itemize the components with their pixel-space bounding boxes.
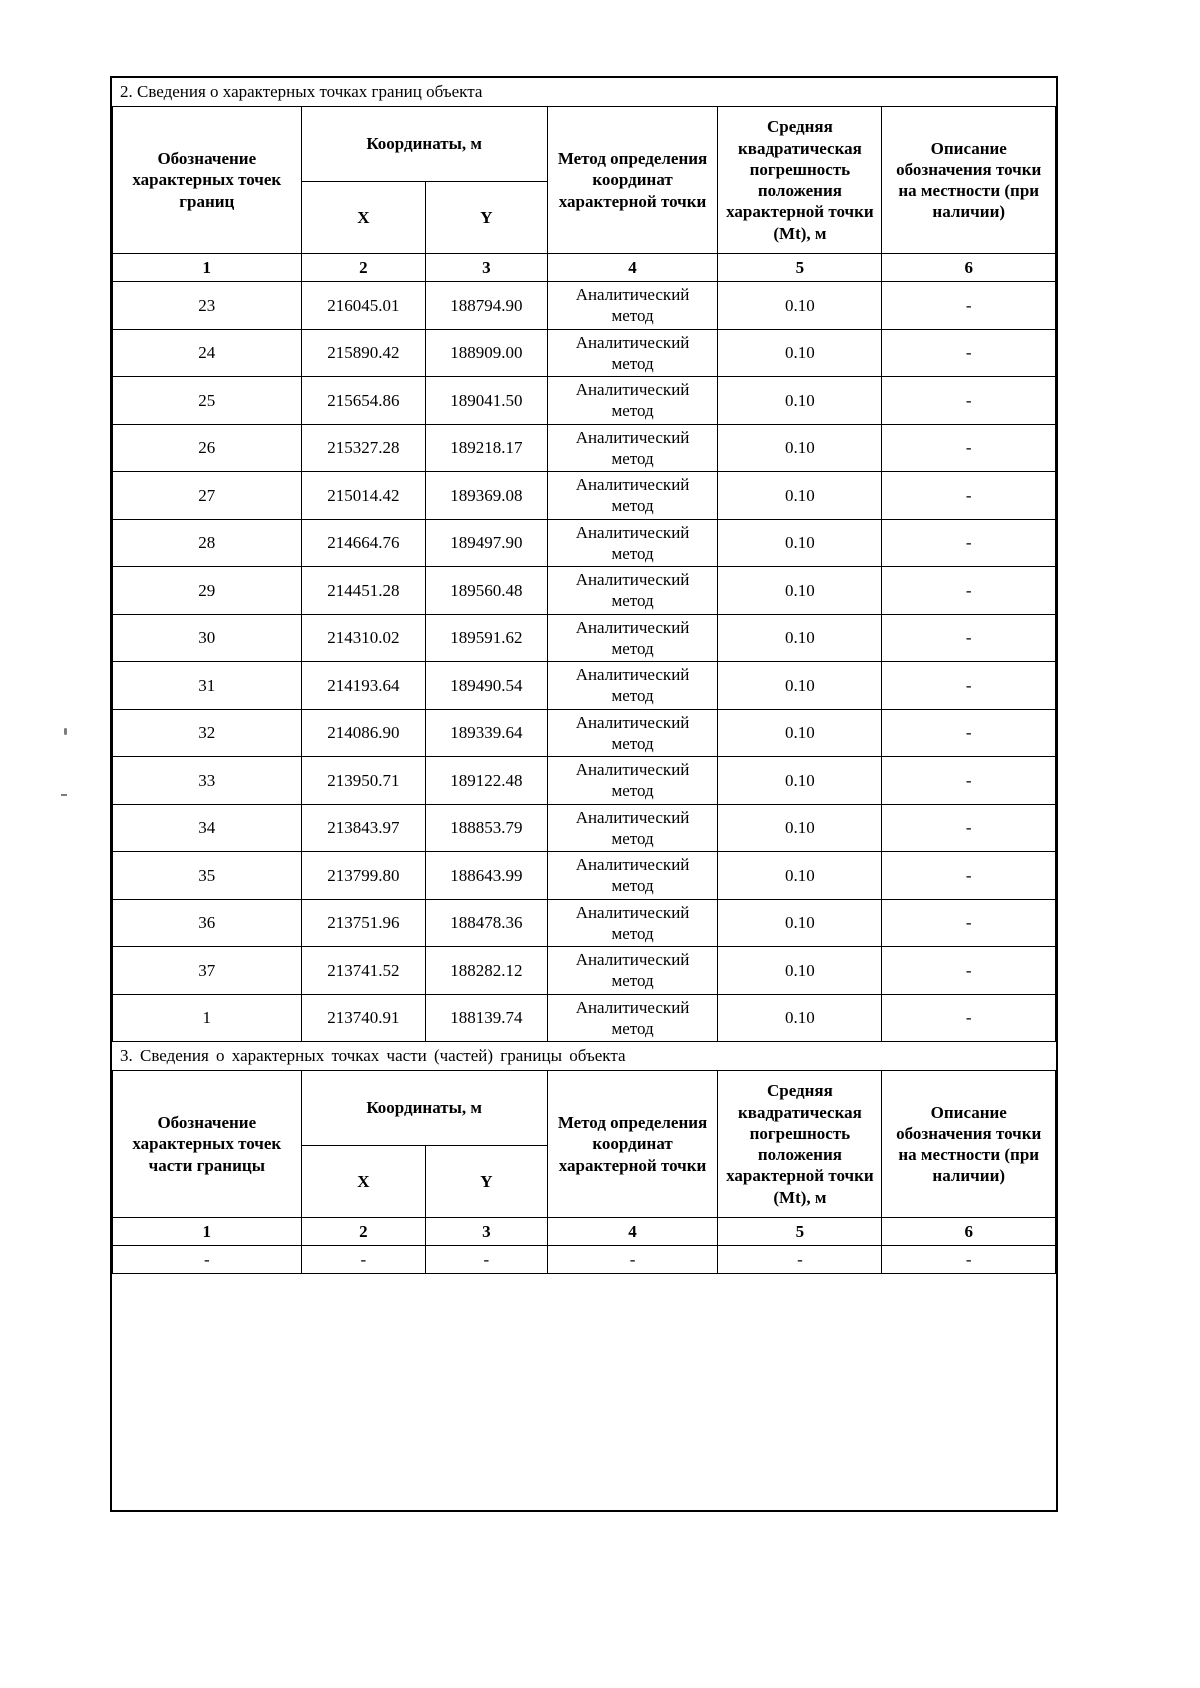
table-row xyxy=(113,614,1056,662)
table-cell: 28 xyxy=(113,519,302,567)
table-row xyxy=(113,472,1056,520)
table-cell: Аналитический метод xyxy=(547,662,718,710)
header-designation: Обозначение характерных точек границ xyxy=(113,107,302,254)
table-cell: Аналитический метод xyxy=(547,899,718,947)
table-cell: Аналитический метод xyxy=(547,424,718,472)
table-cell: 215654.86 xyxy=(301,377,425,425)
table-cell: 0.10 xyxy=(718,519,882,567)
table-cell: 26 xyxy=(113,424,302,472)
table-cell: - xyxy=(882,757,1056,805)
table-cell: 189218.17 xyxy=(426,424,548,472)
table-cell: Аналитический метод xyxy=(547,282,718,330)
table-cell: - xyxy=(113,1246,302,1274)
table-cell: - xyxy=(882,329,1056,377)
table-cell: - xyxy=(882,994,1056,1042)
section3-table-body xyxy=(113,1246,1056,1274)
header-error: Средняя квадратическая погрешность положения характерной точки (Mt), м xyxy=(718,107,882,254)
document-frame xyxy=(110,76,1058,1512)
table-cell: 36 xyxy=(113,899,302,947)
table-cell: - xyxy=(882,852,1056,900)
header-description: Описание обозначения точки на местности (при наличии) xyxy=(882,107,1056,254)
table-row xyxy=(113,899,1056,947)
table-cell: Аналитический метод xyxy=(547,994,718,1042)
table-cell: - xyxy=(426,1246,548,1274)
header-description: Описание обозначения точки на местности (при наличии) xyxy=(882,1071,1056,1218)
column-number: 2 xyxy=(301,1218,425,1246)
table-cell: Аналитический метод xyxy=(547,757,718,805)
table-cell: 32 xyxy=(113,709,302,757)
column-number: 6 xyxy=(882,1218,1056,1246)
table-cell: 188478.36 xyxy=(426,899,548,947)
table-cell: 214310.02 xyxy=(301,614,425,662)
table-cell: - xyxy=(882,519,1056,567)
table-cell: Аналитический метод xyxy=(547,329,718,377)
column-number: 4 xyxy=(547,254,718,282)
column-number: 1 xyxy=(113,1218,302,1246)
table-cell: Аналитический метод xyxy=(547,709,718,757)
table-cell: 189339.64 xyxy=(426,709,548,757)
table-cell: - xyxy=(882,709,1056,757)
column-number: 6 xyxy=(882,254,1056,282)
table-cell: 0.10 xyxy=(718,282,882,330)
table-cell: Аналитический метод xyxy=(547,472,718,520)
table-row xyxy=(113,852,1056,900)
header-y: Y xyxy=(426,182,548,254)
empty-space xyxy=(112,1274,1056,1510)
scan-artifact xyxy=(61,794,67,796)
table-cell: 215014.42 xyxy=(301,472,425,520)
header-coordinates: Координаты, м xyxy=(301,1071,547,1146)
table-row xyxy=(113,662,1056,710)
table-cell: 0.10 xyxy=(718,757,882,805)
table-row xyxy=(113,282,1056,330)
table-cell: 215327.28 xyxy=(301,424,425,472)
table-cell: - xyxy=(882,614,1056,662)
table-cell: Аналитический метод xyxy=(547,567,718,615)
table-cell: 216045.01 xyxy=(301,282,425,330)
section3-points-table xyxy=(112,1070,1056,1274)
table-cell: - xyxy=(882,1246,1056,1274)
table-cell: - xyxy=(547,1246,718,1274)
header-method: Метод определения координат характерной точки xyxy=(547,107,718,254)
table-cell: 0.10 xyxy=(718,852,882,900)
table-cell: 189369.08 xyxy=(426,472,548,520)
table-cell: Аналитический метод xyxy=(547,947,718,995)
table-cell: - xyxy=(882,662,1056,710)
table-row xyxy=(113,1246,1056,1274)
table-cell: 189041.50 xyxy=(426,377,548,425)
table-cell: 213843.97 xyxy=(301,804,425,852)
table-cell: 37 xyxy=(113,947,302,995)
section2-table-header xyxy=(113,107,1056,282)
table-cell: 25 xyxy=(113,377,302,425)
column-number: 1 xyxy=(113,254,302,282)
column-number: 2 xyxy=(301,254,425,282)
table-cell: 213741.52 xyxy=(301,947,425,995)
header-x: X xyxy=(301,1146,425,1218)
table-cell: - xyxy=(882,282,1056,330)
table-cell: 188853.79 xyxy=(426,804,548,852)
table-cell: - xyxy=(882,472,1056,520)
table-cell: 23 xyxy=(113,282,302,330)
table-cell: 189560.48 xyxy=(426,567,548,615)
table-cell: 188643.99 xyxy=(426,852,548,900)
table-cell: 29 xyxy=(113,567,302,615)
column-number: 5 xyxy=(718,1218,882,1246)
table-cell: 189591.62 xyxy=(426,614,548,662)
table-cell: 189490.54 xyxy=(426,662,548,710)
section3-table-header xyxy=(113,1071,1056,1246)
table-cell: 0.10 xyxy=(718,947,882,995)
table-cell: 24 xyxy=(113,329,302,377)
table-cell: - xyxy=(882,567,1056,615)
table-cell: 213950.71 xyxy=(301,757,425,805)
table-cell: 213799.80 xyxy=(301,852,425,900)
table-cell: 0.10 xyxy=(718,804,882,852)
section2-table-body xyxy=(113,282,1056,1042)
table-cell: 213740.91 xyxy=(301,994,425,1042)
column-number: 4 xyxy=(547,1218,718,1246)
table-row xyxy=(113,804,1056,852)
table-cell: 214664.76 xyxy=(301,519,425,567)
column-numbers-row xyxy=(113,254,1056,282)
table-row xyxy=(113,377,1056,425)
table-cell: 30 xyxy=(113,614,302,662)
table-cell: 214086.90 xyxy=(301,709,425,757)
header-designation: Обозначение характерных точек части границы xyxy=(113,1071,302,1218)
header-x: X xyxy=(301,182,425,254)
table-cell: - xyxy=(718,1246,882,1274)
table-cell: - xyxy=(882,424,1056,472)
section2-points-table xyxy=(112,106,1056,1042)
table-cell: 31 xyxy=(113,662,302,710)
table-cell: 0.10 xyxy=(718,567,882,615)
table-cell: - xyxy=(882,899,1056,947)
column-number: 3 xyxy=(426,1218,548,1246)
table-cell: 33 xyxy=(113,757,302,805)
table-cell: - xyxy=(882,804,1056,852)
column-number: 3 xyxy=(426,254,548,282)
table-cell: 0.10 xyxy=(718,994,882,1042)
table-cell: 0.10 xyxy=(718,377,882,425)
table-cell: 215890.42 xyxy=(301,329,425,377)
table-cell: 213751.96 xyxy=(301,899,425,947)
table-cell: 214193.64 xyxy=(301,662,425,710)
table-cell: 0.10 xyxy=(718,614,882,662)
table-cell: 188794.90 xyxy=(426,282,548,330)
table-cell: 188909.00 xyxy=(426,329,548,377)
table-row xyxy=(113,424,1056,472)
table-cell: 189122.48 xyxy=(426,757,548,805)
table-cell: Аналитический метод xyxy=(547,614,718,662)
section3-title: 3. Сведения о характерных точках части (частей) границы объекта xyxy=(120,1046,626,1065)
table-cell: 0.10 xyxy=(718,424,882,472)
table-row xyxy=(113,567,1056,615)
table-cell: 189497.90 xyxy=(426,519,548,567)
header-coordinates: Координаты, м xyxy=(301,107,547,182)
scan-artifact xyxy=(64,728,67,735)
table-row xyxy=(113,994,1056,1042)
table-cell: Аналитический метод xyxy=(547,519,718,567)
column-numbers-row xyxy=(113,1218,1056,1246)
table-cell: 188282.12 xyxy=(426,947,548,995)
table-cell: 0.10 xyxy=(718,662,882,710)
table-cell: Аналитический метод xyxy=(547,377,718,425)
table-cell: Аналитический метод xyxy=(547,804,718,852)
column-number: 5 xyxy=(718,254,882,282)
table-row xyxy=(113,947,1056,995)
table-cell: 188139.74 xyxy=(426,994,548,1042)
table-cell: 1 xyxy=(113,994,302,1042)
table-row xyxy=(113,709,1056,757)
table-cell: - xyxy=(882,377,1056,425)
header-method: Метод определения координат характерной точки xyxy=(547,1071,718,1218)
table-cell: 0.10 xyxy=(718,899,882,947)
table-row xyxy=(113,519,1056,567)
table-cell: - xyxy=(882,947,1056,995)
table-cell: 0.10 xyxy=(718,329,882,377)
table-cell: - xyxy=(301,1246,425,1274)
section2-title: 2. Сведения о характерных точках границ объекта xyxy=(120,82,483,101)
table-cell: 34 xyxy=(113,804,302,852)
table-row xyxy=(113,329,1056,377)
table-cell: 27 xyxy=(113,472,302,520)
table-cell: 0.10 xyxy=(718,709,882,757)
table-row xyxy=(113,757,1056,805)
table-cell: 214451.28 xyxy=(301,567,425,615)
header-error: Средняя квадратическая погрешность положения характерной точки (Mt), м xyxy=(718,1071,882,1218)
table-cell: Аналитический метод xyxy=(547,852,718,900)
table-cell: 0.10 xyxy=(718,472,882,520)
table-cell: 35 xyxy=(113,852,302,900)
header-y: Y xyxy=(426,1146,548,1218)
